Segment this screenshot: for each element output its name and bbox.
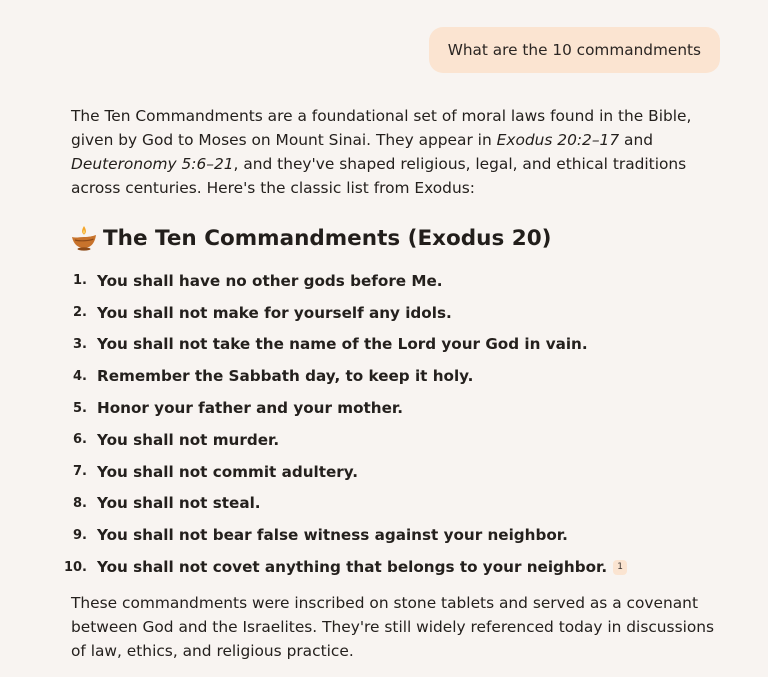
response-intro xyxy=(71,104,731,200)
list-item xyxy=(60,265,627,297)
commandment-text: You shall have no other gods before Me. xyxy=(97,271,443,290)
response-outro: These commandments were inscribed on stone tablets and served as a covenant between God and the Israelites. They're still widely referenced today in discussions of law, ethics, and religious practice. xyxy=(71,594,715,660)
intro-text-3: , and they've shaped religious, legal, and ethical traditions across centuries. Here's the classic list from Exodus: xyxy=(71,155,687,197)
item-number: 8. xyxy=(73,495,87,511)
user-message-text: What are the 10 commandments xyxy=(447,41,701,59)
commandment-text: Remember the Sabbath day, to keep it holy. xyxy=(97,367,474,386)
commandment-text: You shall not murder. xyxy=(97,430,280,449)
item-number: 2. xyxy=(73,305,87,321)
deuteronomy-reference: Deuteronomy 5:6–21 xyxy=(71,155,234,173)
list-item xyxy=(60,551,627,583)
commandment-text: You shall not bear false witness against your neighbor. xyxy=(97,526,568,545)
item-number: 6. xyxy=(73,432,87,448)
commandment-text: You shall not make for yourself any idols. xyxy=(97,303,452,322)
commandment-text: You shall not commit adultery. xyxy=(97,462,359,481)
exodus-reference: Exodus 20:2–17 xyxy=(496,131,620,149)
commandment-text: You shall not covet anything that belongs to your neighbor. xyxy=(97,558,608,577)
list-item xyxy=(60,360,627,392)
section-heading-text: The Ten Commandments (Exodus 20) xyxy=(103,225,552,251)
item-number: 10. xyxy=(63,559,87,575)
item-number: 1. xyxy=(73,273,87,289)
commandment-text: You shall not steal. xyxy=(97,494,261,513)
item-number: 4. xyxy=(73,368,87,384)
list-item xyxy=(60,297,627,329)
commandment-text: Honor your father and your mother. xyxy=(97,399,403,418)
commandments-list xyxy=(60,265,627,583)
list-item xyxy=(60,329,627,361)
list-item xyxy=(60,392,627,424)
commandment-text: You shall not take the name of the Lord your God in vain. xyxy=(97,335,588,354)
section-heading xyxy=(71,225,552,251)
oil-lamp-icon xyxy=(71,225,97,251)
item-number: 3. xyxy=(73,336,87,352)
list-item xyxy=(60,519,627,551)
item-number: 9. xyxy=(73,527,87,543)
list-item xyxy=(60,488,627,520)
list-item xyxy=(60,424,627,456)
item-number: 7. xyxy=(73,464,87,480)
citation-badge[interactable]: 1 xyxy=(613,560,627,575)
user-message-bubble xyxy=(429,27,720,73)
intro-text-1: The Ten Commandments are a foundational set of moral laws found in the Bible, given by God to Moses on Mount Sinai. They appear in xyxy=(71,107,692,149)
intro-text-2: and xyxy=(619,131,653,149)
list-item xyxy=(60,456,627,488)
item-number: 5. xyxy=(73,400,87,416)
